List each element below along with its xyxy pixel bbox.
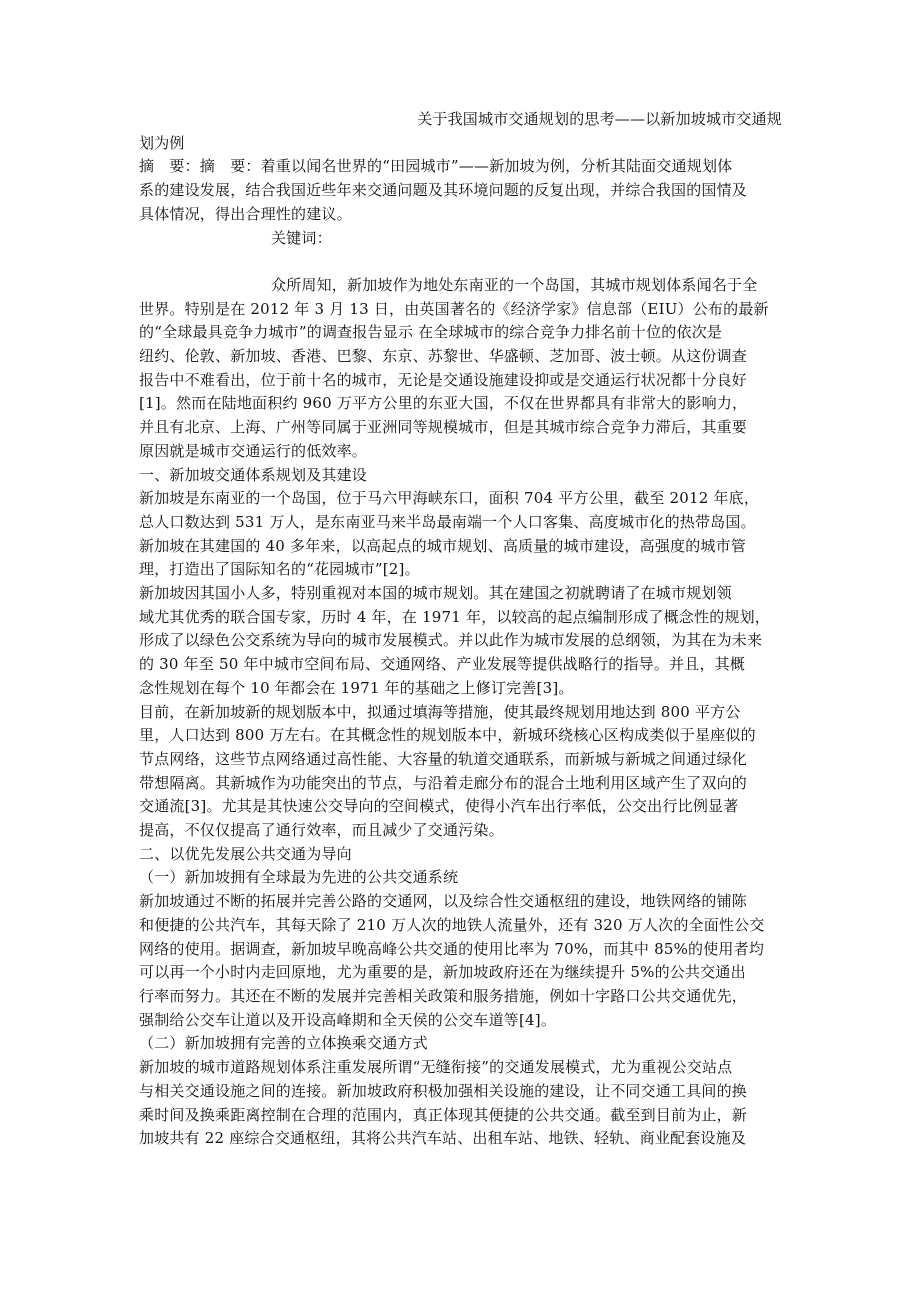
intro-line: 的“全球最具竞争力城市”的调查报告显示 在全球城市的综合竞争力排名前十位的依次是 (139, 323, 723, 342)
paragraph-line: 可以再一个小时内走回原地，尤为重要的是，新加坡政府还在为继续提升 5%的公共交通出 (139, 963, 746, 982)
paragraph-line: 乘时间及换乘距离控制在合理的范围内，真正体现其便捷的公共交通。截至到目前为止，新 (139, 1105, 748, 1124)
keywords-label: 关键词： (271, 228, 332, 247)
paragraph-line: 和便捷的公共汽车，其每天除了 210 万人次的地铁人流量外，还有 320 万人次的全面性公交 (139, 915, 765, 934)
intro-paragraph (139, 274, 784, 464)
paragraph-line: 新加坡在其建国的 40 多年来，以高起点的城市规划、高质量的城市建设，高强度的城市管 (139, 536, 747, 555)
intro-line: [1]。然而在陆地面积约 960 万平方公里的东亚大国，不仅在世界都具有非常大的影响力， (139, 394, 748, 413)
paragraph-line: 理，打造出了国际知名的“花园城市”[2]。 (139, 560, 420, 579)
subsection-2-heading: （二）新加坡拥有完善的立体换乘交通方式 (139, 1034, 428, 1053)
paragraph-line: 新加坡通过不断的拓展并完善公路的交通网，以及综合性交通枢纽的建设，地铁网络的铺陈 (139, 892, 748, 911)
paragraph-line: 新加坡因其国小人多，特别重视对本国的城市规划。其在建国之初就聘请了在城市规划领 (139, 584, 732, 603)
intro-line: 原因就是城市交通运行的低效率。 (139, 441, 368, 460)
paragraph-line: 行率而努力。其还在不断的发展并完善相关政策和服务措施，例如十字路口公共交通优先， (139, 987, 748, 1005)
intro-line: 报告中不难看出，位于前十名的城市，无论是交通设施建设抑或是交通运行状况都十分良好 (139, 370, 748, 389)
paragraph-line: 的 30 年至 50 年中城市空间布局、交通网络、产业发展等提供战略行的指导。并且，其概 (139, 655, 746, 674)
paragraph-line: 节点网络，这些节点网络通过高性能、大容量的轨道交通联系，而新城与新城之间通过绿化 (139, 749, 748, 768)
section-1-paragraph-3 (139, 701, 784, 843)
paragraph-line: 里，人口达到 800 万左右。在其概念性的规划版本中，新城环绕核心区构成类似于星座似的 (139, 726, 756, 745)
section-1-paragraph-2 (139, 582, 784, 701)
paragraph-line: 目前，在新加坡新的规划版本中，拟通过填海等措施，使其最终规划用地达到 800 平方公 (139, 702, 741, 721)
abstract (139, 155, 784, 226)
paragraph-line: 新加坡的城市道路规划体系注重发展所谓“无缝衔接”的交通发展模式，尤为重视公交站点 (139, 1058, 733, 1077)
abstract-line: 摘 要：摘 要：着重以闻名世界的“田园城市”——新加坡为例，分析其陆面交通规划体 (139, 157, 733, 176)
paragraph-line: 与相关交通设施之间的连接。新加坡政府积极加强相关设施的建设，让不同交通工具间的换 (139, 1081, 748, 1100)
section-1-paragraph-1 (139, 487, 784, 582)
subsection-2-paragraph (139, 1056, 784, 1151)
paragraph-line: 强制给公交车让道以及开设高峰期和全天侯的公交车道等[4]。 (139, 1010, 557, 1029)
blank-line (139, 250, 784, 274)
paragraph-line: 加坡共有 22 座综合交通枢纽，其将公共汽车站、出租车站、地铁、轻轨、商业配套设施及 (139, 1129, 747, 1148)
intro-line: 众所周知，新加坡作为地处东南亚的一个岛国，其城市规划体系闻名于全 (271, 275, 758, 294)
section-1-heading: 一、新加坡交通体系规划及其建设 (139, 465, 368, 484)
document-page (139, 108, 784, 1151)
paragraph-line: 念性规划在每个 10 年都会在 1971 年的基础之上修订完善[3]。 (139, 678, 574, 697)
paragraph-line: 带想隔离。其新城作为功能突出的节点，与沿着走廊分布的混合土地利用区域产生了双向的 (139, 773, 748, 792)
paragraph-line: 提高，不仅仅提高了通行效率，而且减少了交通污染。 (139, 821, 504, 840)
subsection-1-paragraph (139, 890, 784, 1032)
intro-line: 世界。特别是在 2012 年 3 月 13 日，由英国著名的《经济学家》信息部（EIU）公布的最新 (139, 299, 769, 318)
intro-line: 并且有北京、上海、广州等同属于亚洲同等规模城市，但是其城市综合竞争力滞后，其重要 (139, 418, 748, 437)
abstract-line: 系的建设发展，结合我国近些年来交通问题及其环境问题的反复出现，并综合我国的国情及 (139, 181, 748, 200)
title-line-1: 关于我国城市交通规划的思考——以新加坡城市交通规 (417, 110, 782, 128)
paragraph-line: 新加坡是东南亚的一个岛国，位于马六甲海峡东口，面积 704 平方公里，截至 2012 年底， (139, 489, 760, 508)
paragraph-line: 形成了以绿色公交系统为导向的城市发展模式。并以此作为城市发展的总纲领，为其在为未来 (139, 631, 763, 650)
intro-line: 纽约、伦敦、新加坡、香港、巴黎、东京、苏黎世、华盛顿、芝加哥、波士顿。从这份调查 (139, 347, 748, 366)
abstract-line: 具体情况，得出合理性的建议。 (139, 204, 352, 223)
title-line-2: 划为例 (139, 133, 185, 152)
subsection-1-heading: （一）新加坡拥有全球最为先进的公共交通系统 (139, 868, 459, 887)
paragraph-line: 总人口数达到 531 万人，是东南亚马来半岛最南端一个人口客集、高度城市化的热带岛国。 (139, 512, 756, 531)
paragraph-line: 交通流[3]。尤其是其快速公交导向的空间模式，使得小汽车出行率低，公交出行比例显著 (139, 797, 739, 816)
paragraph-line: 网络的使用。据调查，新加坡早晚高峰公共交通的使用比率为 70%，而其中 85%的使用者均 (139, 939, 765, 958)
section-2-heading: 二、以优先发展公共交通为导向 (139, 844, 352, 863)
paragraph-line: 域尤其优秀的联合国专家，历时 4 年，在 1971 年，以较高的起点编制形成了概念性的规划， (139, 607, 770, 626)
